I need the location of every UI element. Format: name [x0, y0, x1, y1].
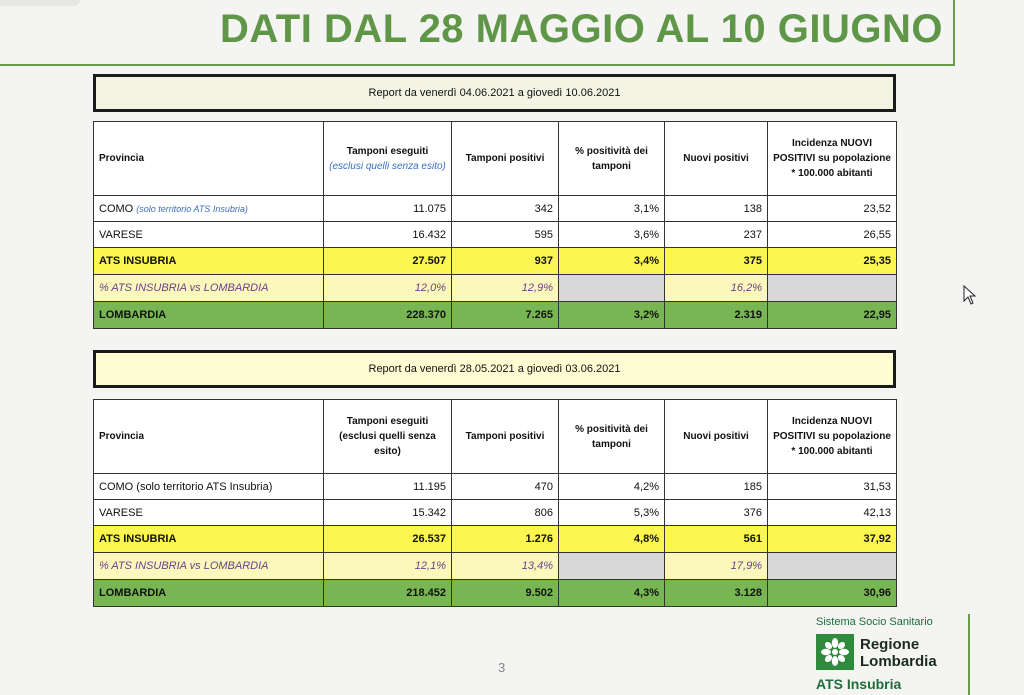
- logo-system-text: Sistema Socio Sanitario: [816, 616, 933, 628]
- cell-incidenza: 30,96: [768, 580, 897, 607]
- logo-ats-text: ATS Insubria: [816, 676, 902, 692]
- col-tamponi-eseguiti: Tamponi eseguiti (esclusi quelli senza esito): [324, 122, 452, 196]
- cell-tamponi: 26.537: [324, 526, 452, 553]
- cell-nuovi: 237: [665, 222, 768, 248]
- como-note: (solo territorio ATS Insubria): [136, 203, 248, 214]
- cell-pct: 3,4%: [559, 248, 665, 275]
- table-row-ats: [94, 248, 897, 275]
- cell-tamponi: 11.075: [324, 196, 452, 222]
- col-positivita: % positività dei tamponi: [559, 122, 665, 196]
- cell-positivi: 7.265: [452, 302, 559, 329]
- col-tamponi-positivi: Tamponi positivi: [452, 122, 559, 196]
- cell-tamponi: 16.432: [324, 222, 452, 248]
- report1-header-row: [94, 122, 897, 196]
- col-nuovi-positivi: Nuovi positivi: [665, 122, 768, 196]
- row-label: COMO (solo territorio ATS Insubria): [94, 474, 324, 500]
- col-tamponi-note: (esclusi quelli senza esito): [329, 160, 446, 172]
- cell-positivi: 806: [452, 500, 559, 526]
- table-row-pct: [94, 275, 897, 302]
- cell-positivi: 13,4%: [452, 553, 559, 580]
- title-underline: [38, 64, 955, 66]
- report2-header: [93, 350, 896, 388]
- cell-pct: 3,2%: [559, 302, 665, 329]
- logo-region-name: Regione Lombardia: [860, 636, 937, 670]
- cell-pct: 4,2%: [559, 474, 665, 500]
- cell-incidenza: 23,52: [768, 196, 897, 222]
- cell-nuovi: 138: [665, 196, 768, 222]
- cell-tamponi: 27.507: [324, 248, 452, 275]
- col-incidenza: Incidenza NUOVI POSITIVI su popolazione * 100.000 abitanti: [768, 122, 897, 196]
- col-tamponi-eseguiti: Tamponi eseguiti (esclusi quelli senza esito): [324, 400, 452, 474]
- cell-incidenza: 42,13: [768, 500, 897, 526]
- report2-table: [93, 399, 897, 607]
- table-row-lombardia: [94, 302, 897, 329]
- slide-title-frame: [0, 0, 955, 66]
- cell-positivi: 9.502: [452, 580, 559, 607]
- mouse-cursor-icon: [963, 285, 977, 305]
- cell-empty: [768, 275, 897, 302]
- cell-tamponi: 11.195: [324, 474, 452, 500]
- report2-header-text: Report da venerdì 28.05.2021 a giovedì 03.06.2021: [368, 363, 621, 375]
- row-label: ATS INSUBRIA: [94, 248, 324, 275]
- table-row: [94, 474, 897, 500]
- cell-nuovi: 17,9%: [665, 553, 768, 580]
- cell-pct: 5,3%: [559, 500, 665, 526]
- report1-table: [93, 121, 897, 329]
- col-positivita: % positività dei tamponi: [559, 400, 665, 474]
- cell-positivi: 470: [452, 474, 559, 500]
- row-label: VARESE: [94, 500, 324, 526]
- cell-positivi: 1.276: [452, 526, 559, 553]
- cell-pct: 3,6%: [559, 222, 665, 248]
- row-label: % ATS INSUBRIA vs LOMBARDIA: [94, 553, 324, 580]
- cell-nuovi: 3.128: [665, 580, 768, 607]
- cell-tamponi: 15.342: [324, 500, 452, 526]
- cell-positivi: 937: [452, 248, 559, 275]
- cell-incidenza: 22,95: [768, 302, 897, 329]
- report1-header-text: Report da venerdì 04.06.2021 a giovedì 10.06.2021: [368, 87, 621, 99]
- col-tamponi-note: (esclusi quelli senza esito): [339, 431, 436, 457]
- table-row-ats: [94, 526, 897, 553]
- cell-empty: [559, 553, 665, 580]
- row-label: ATS INSUBRIA: [94, 526, 324, 553]
- col-tamponi-positivi: Tamponi positivi: [452, 400, 559, 474]
- row-label: COMO (solo territorio ATS Insubria): [94, 196, 324, 222]
- cell-nuovi: 16,2%: [665, 275, 768, 302]
- lombardia-rose-icon: [816, 634, 854, 670]
- slide-title: DATI DAL 28 MAGGIO AL 10 GIUGNO: [220, 7, 943, 51]
- cell-pct: 4,8%: [559, 526, 665, 553]
- table-row: [94, 196, 897, 222]
- cell-nuovi: 375: [665, 248, 768, 275]
- col-provincia: Provincia: [94, 122, 324, 196]
- regione-lombardia-logo: [810, 614, 970, 695]
- row-label: VARESE: [94, 222, 324, 248]
- cell-nuovi: 561: [665, 526, 768, 553]
- cell-pct: 3,1%: [559, 196, 665, 222]
- row-label: % ATS INSUBRIA vs LOMBARDIA: [94, 275, 324, 302]
- col-incidenza: Incidenza NUOVI POSITIVI su popolazione * 100.000 abitanti: [768, 400, 897, 474]
- cell-tamponi: 12,0%: [324, 275, 452, 302]
- cell-tamponi: 218.452: [324, 580, 452, 607]
- table-row-lombardia: [94, 580, 897, 607]
- report1-header: [93, 74, 896, 112]
- cell-nuovi: 185: [665, 474, 768, 500]
- cell-incidenza: 37,92: [768, 526, 897, 553]
- cell-nuovi: 376: [665, 500, 768, 526]
- cell-positivi: 595: [452, 222, 559, 248]
- table-row: [94, 222, 897, 248]
- cell-nuovi: 2.319: [665, 302, 768, 329]
- cell-empty: [559, 275, 665, 302]
- cell-tamponi: 228.370: [324, 302, 452, 329]
- cell-empty: [768, 553, 897, 580]
- cell-pct: 4,3%: [559, 580, 665, 607]
- row-label: LOMBARDIA: [94, 302, 324, 329]
- cell-positivi: 342: [452, 196, 559, 222]
- table-row-pct: [94, 553, 897, 580]
- cell-tamponi: 12,1%: [324, 553, 452, 580]
- page-number: 3: [498, 660, 506, 675]
- report2-header-row: [94, 400, 897, 474]
- cell-incidenza: 25,35: [768, 248, 897, 275]
- cell-incidenza: 26,55: [768, 222, 897, 248]
- cell-positivi: 12,9%: [452, 275, 559, 302]
- row-label: LOMBARDIA: [94, 580, 324, 607]
- col-provincia: Provincia: [94, 400, 324, 474]
- cell-incidenza: 31,53: [768, 474, 897, 500]
- table-row: [94, 500, 897, 526]
- col-nuovi-positivi: Nuovi positivi: [665, 400, 768, 474]
